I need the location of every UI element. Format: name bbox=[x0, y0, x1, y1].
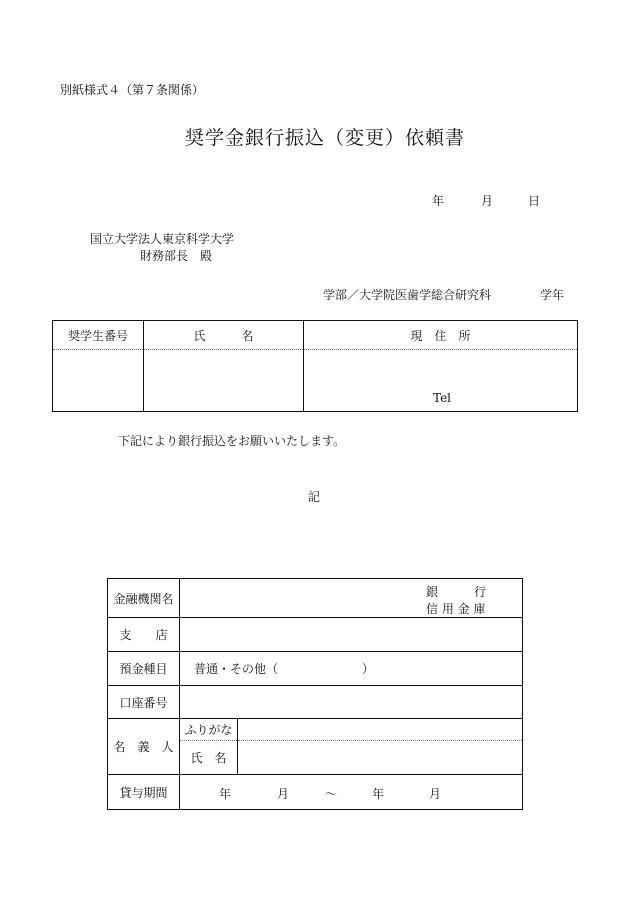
addressee-university: 国立大学法人東京科学大学 bbox=[90, 232, 235, 246]
furigana-label: ふりがな bbox=[180, 719, 238, 741]
branch-cell[interactable] bbox=[180, 618, 523, 652]
holder-name-label: 氏 名 bbox=[180, 741, 238, 775]
table-row bbox=[108, 652, 523, 686]
holder-label: 名 義 人 bbox=[108, 719, 180, 775]
deposit-type-label: 預金種目 bbox=[108, 652, 180, 686]
table-row bbox=[108, 719, 523, 741]
table-row bbox=[108, 579, 523, 618]
holder-name-cell[interactable] bbox=[238, 741, 523, 775]
loan-start-year: 年 bbox=[219, 787, 232, 801]
table-row bbox=[108, 686, 523, 719]
furigana-cell[interactable] bbox=[238, 719, 523, 741]
account-number-cell[interactable] bbox=[180, 686, 523, 719]
form-number: 別紙様式４（第７条関係） bbox=[60, 83, 205, 97]
header-student-number: 奨学生番号 bbox=[53, 321, 144, 350]
loan-end-month: 月 bbox=[429, 787, 442, 801]
student-info-table bbox=[52, 320, 578, 412]
header-name: 氏 名 bbox=[144, 321, 304, 350]
account-number-label: 口座番号 bbox=[108, 686, 180, 719]
student-number-cell[interactable] bbox=[53, 350, 144, 412]
loan-start-month: 月 bbox=[277, 787, 290, 801]
header-address: 現 住 所 bbox=[304, 321, 578, 350]
date-month-label: 月 bbox=[481, 194, 494, 208]
affiliation-department: 学部／大学院医歯学総合研究科 bbox=[323, 288, 492, 302]
loan-end-year: 年 bbox=[372, 787, 385, 801]
loan-tilde: ～ bbox=[325, 787, 338, 801]
page-title: 奨学金銀行振込（変更）依頼書 bbox=[185, 127, 466, 149]
table-row bbox=[53, 350, 578, 412]
credit-union-suffix: 信 用 金 庫 bbox=[426, 602, 486, 616]
student-name-cell[interactable] bbox=[144, 350, 304, 412]
request-text: 下記により銀行振込をお願いいたします。 bbox=[118, 434, 346, 448]
date-year-label: 年 bbox=[432, 194, 445, 208]
loan-period-label: 貸与期間 bbox=[108, 775, 180, 810]
institution-label: 金融機関名 bbox=[113, 591, 174, 606]
addressee-department: 財務部長 殿 bbox=[140, 249, 213, 263]
table-header-row bbox=[53, 321, 578, 350]
bank-info-table bbox=[107, 578, 523, 810]
institution-cell[interactable] bbox=[180, 579, 523, 618]
deposit-type-cell[interactable]: 普通・その他（ ） bbox=[180, 652, 523, 686]
bank-suffix: 銀 行 bbox=[426, 585, 487, 599]
tel-label: Tel bbox=[433, 391, 452, 405]
table-row bbox=[108, 775, 523, 810]
table-row bbox=[108, 618, 523, 652]
ki-heading: 記 bbox=[308, 490, 321, 504]
affiliation-grade: 学年 bbox=[540, 288, 565, 302]
date-day-label: 日 bbox=[528, 194, 541, 208]
address-cell[interactable] bbox=[304, 350, 578, 412]
loan-period-cell[interactable] bbox=[180, 775, 523, 810]
branch-label: 支 店 bbox=[108, 618, 180, 652]
